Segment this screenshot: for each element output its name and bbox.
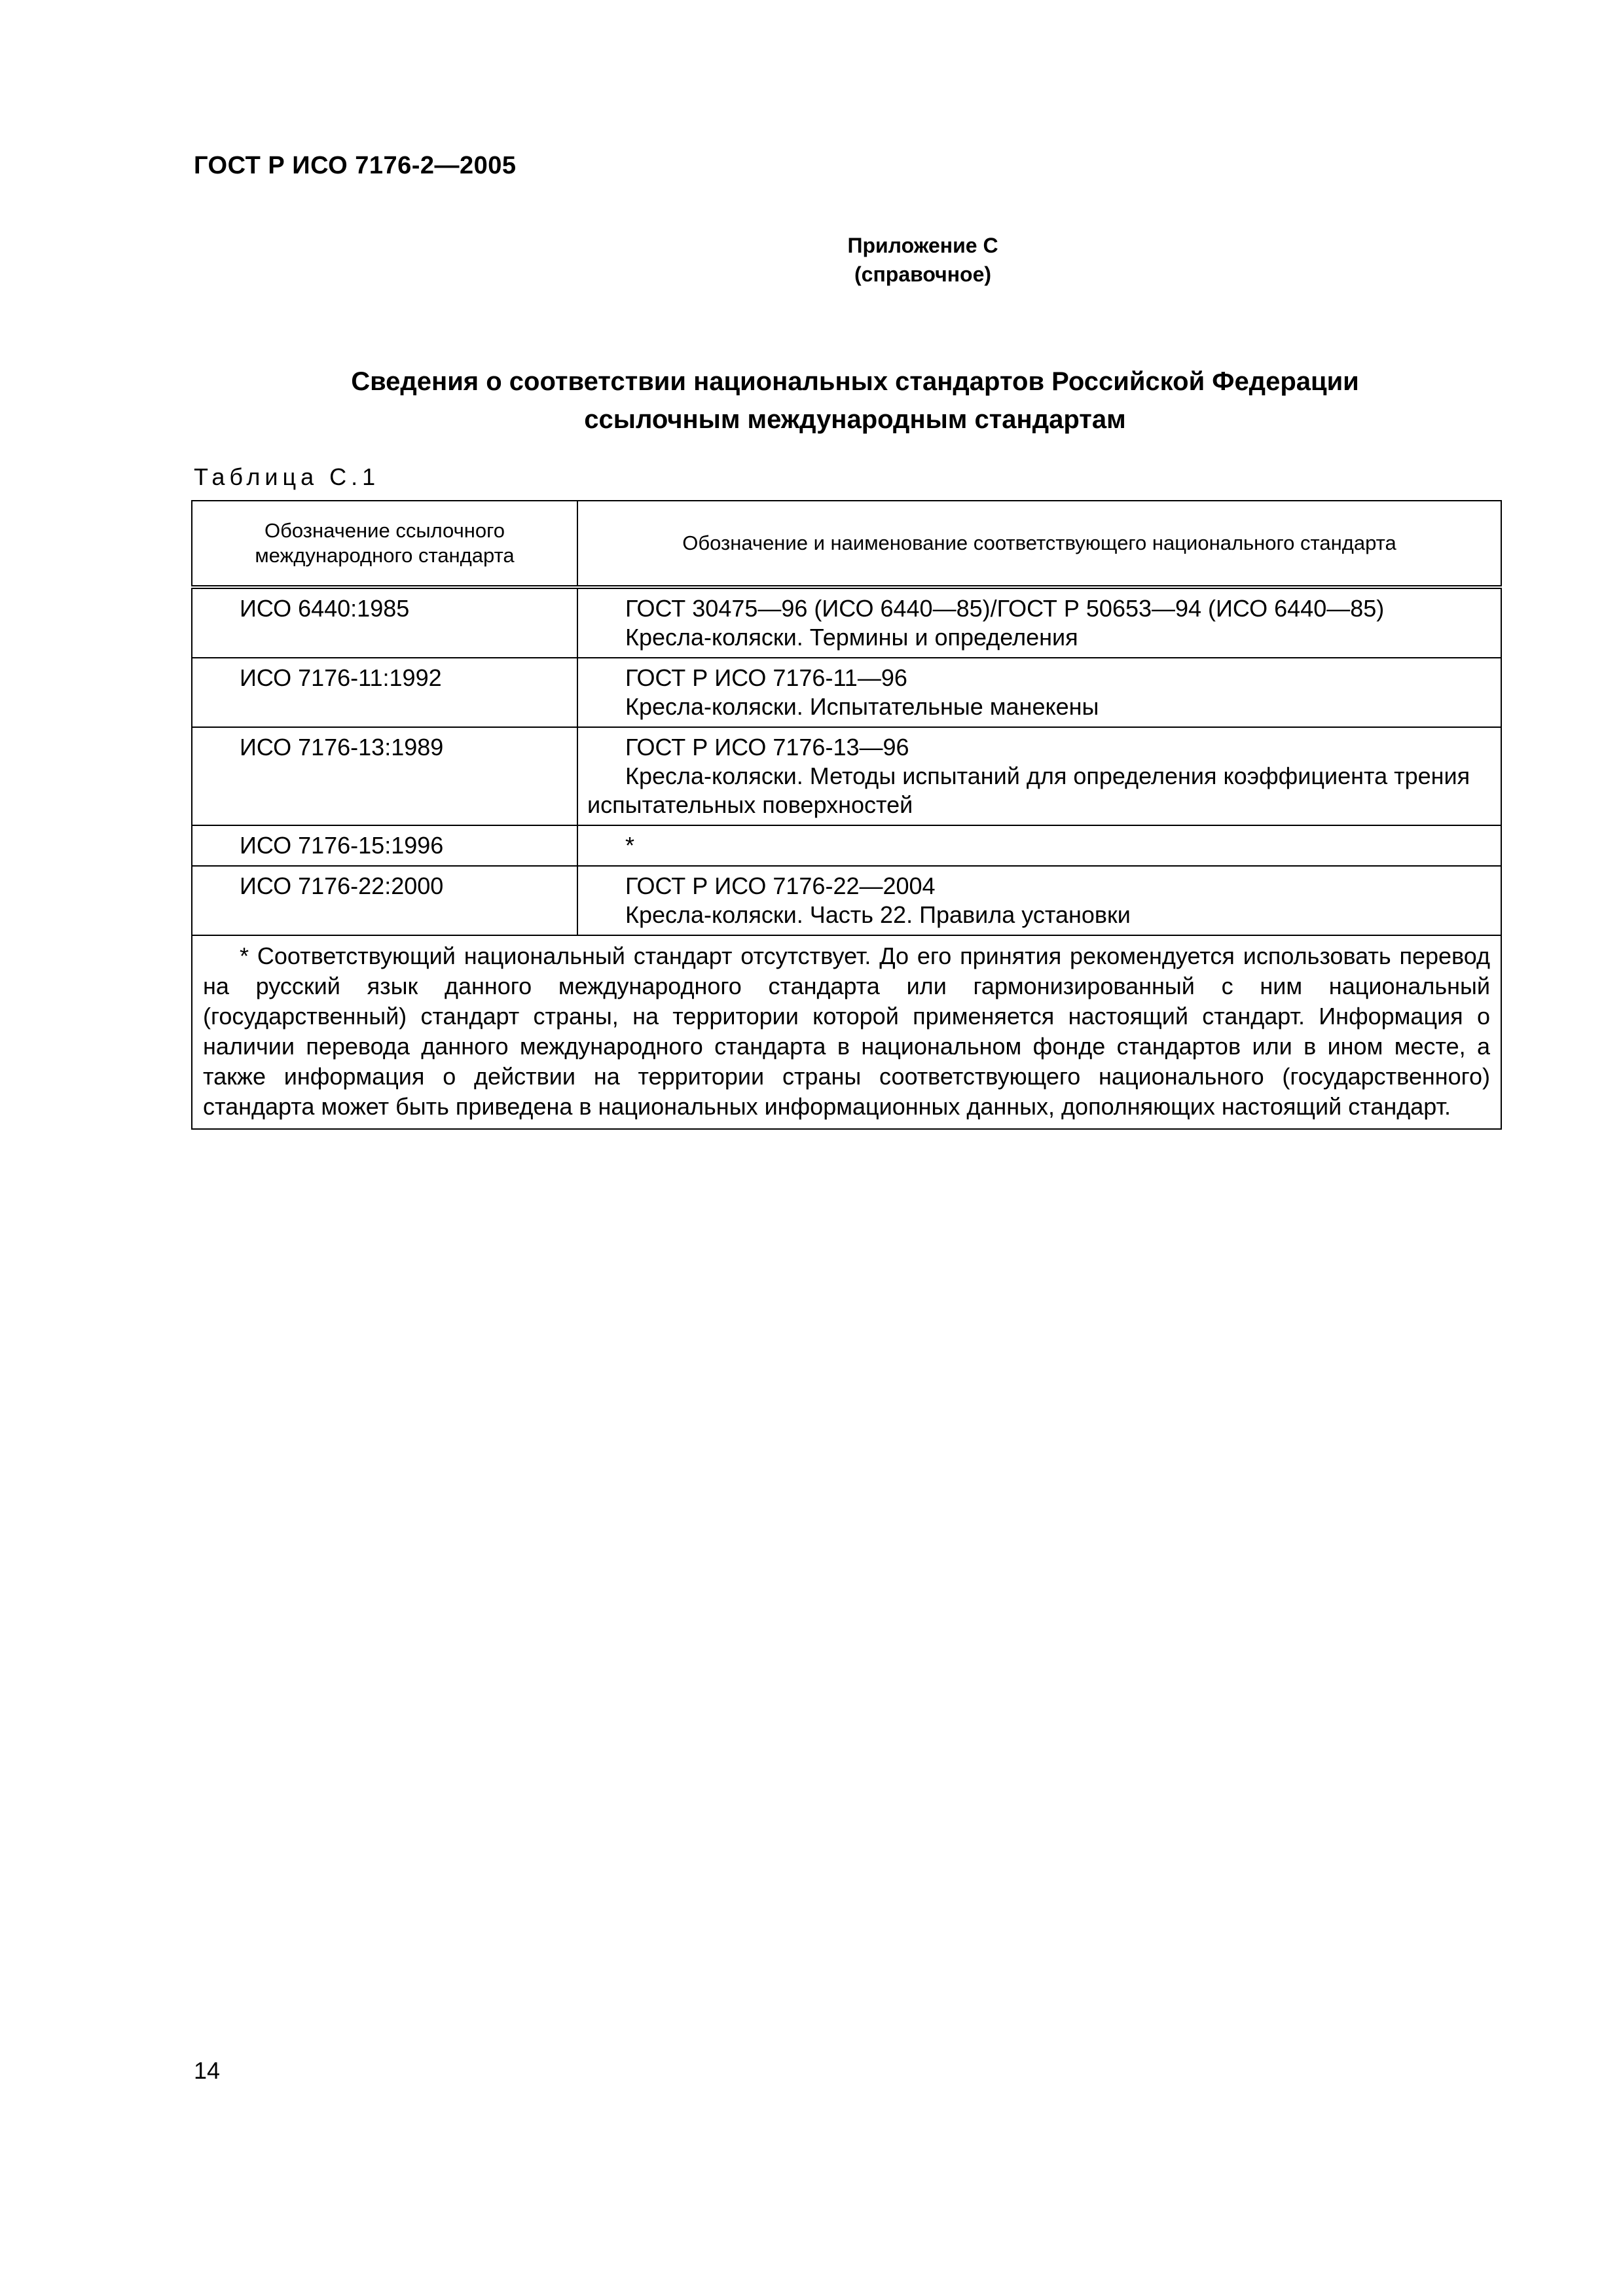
- footnote-text: * Соответствующий национальный стандарт отсутствует. До его принятия рекомендуется использовать перевод на русский язык данного международного стандарта или гармонизированный с ним национальный (государственный) стандарт страны, на территории которой применяется настоящий стандарт. Информация о наличии перевода данного международного стандарта в национальном фонде стандартов или в ином месте, а также информация о действии на территории страны соответствующего национального (государственного) стандарта может быть приведена в национальных информационных данных, дополняющих настоящий стандарт.: [203, 942, 1490, 1120]
- page-title-line-2: ссылочным международным стандартам: [584, 405, 1126, 434]
- page-title: [194, 363, 1516, 439]
- table-label: Таблица С.1: [194, 463, 380, 490]
- national-standard-code: ГОСТ Р ИСО 7176-22—2004: [625, 872, 936, 899]
- header-national-standard: Обозначение и наименование соответствующего национального стандарта: [577, 501, 1501, 587]
- table-header-row: [192, 501, 1501, 587]
- standards-table: [191, 500, 1502, 1130]
- national-standard-cell: [577, 587, 1501, 658]
- table-footnote: [192, 935, 1501, 1129]
- national-standard-code: ГОСТ Р ИСО 7176-11—96: [625, 664, 907, 691]
- international-standard-cell: ИСО 7176-15:1996: [192, 825, 577, 866]
- table-row: [192, 727, 1501, 825]
- international-standard-cell: ИСО 7176-11:1992: [192, 658, 577, 727]
- annex-status: (справочное): [854, 262, 992, 286]
- table-row: [192, 825, 1501, 866]
- international-standard-cell: ИСО 7176-13:1989: [192, 727, 577, 825]
- standards-table-container: [191, 500, 1501, 1130]
- page-title-line-1: Сведения о соответствии национальных стандартов Российской Федерации: [351, 367, 1359, 396]
- national-standard-code: ГОСТ Р ИСО 7176-13—96: [625, 734, 909, 761]
- national-standard-name: Кресла-коляски. Методы испытаний для определения коэффициента трения: [625, 762, 1470, 789]
- table-row: [192, 866, 1501, 935]
- national-standard-name: Кресла-коляски. Часть 22. Правила установки: [625, 901, 1131, 928]
- annex-heading: [0, 231, 1623, 289]
- table-footnote-row: [192, 935, 1501, 1129]
- national-standard-cell: [577, 727, 1501, 825]
- national-standard-name: Кресла-коляски. Термины и определения: [625, 624, 1078, 651]
- header-col1-line2: международного стандарта: [255, 544, 515, 567]
- international-standard-cell: ИСО 6440:1985: [192, 587, 577, 658]
- national-standard-name: Кресла-коляски. Испытательные манекены: [625, 693, 1099, 720]
- national-standard-cell: [577, 825, 1501, 866]
- table-row: [192, 658, 1501, 727]
- page-number: 14: [194, 2057, 221, 2084]
- national-standard-cell: [577, 658, 1501, 727]
- document-code: ГОСТ Р ИСО 7176-2—2005: [194, 152, 517, 179]
- national-standard-name-continued: испытательных поверхностей: [587, 791, 913, 818]
- table-row: [192, 587, 1501, 658]
- national-standard-cell: [577, 866, 1501, 935]
- header-col1-line1: Обозначение ссылочного: [264, 519, 505, 542]
- header-international-standard: [192, 501, 577, 587]
- annex-title: Приложение С: [847, 234, 998, 257]
- national-standard-code: *: [625, 832, 635, 859]
- international-standard-cell: ИСО 7176-22:2000: [192, 866, 577, 935]
- national-standard-code: ГОСТ 30475—96 (ИСО 6440—85)/ГОСТ Р 50653—94 (ИСО 6440—85): [625, 595, 1385, 622]
